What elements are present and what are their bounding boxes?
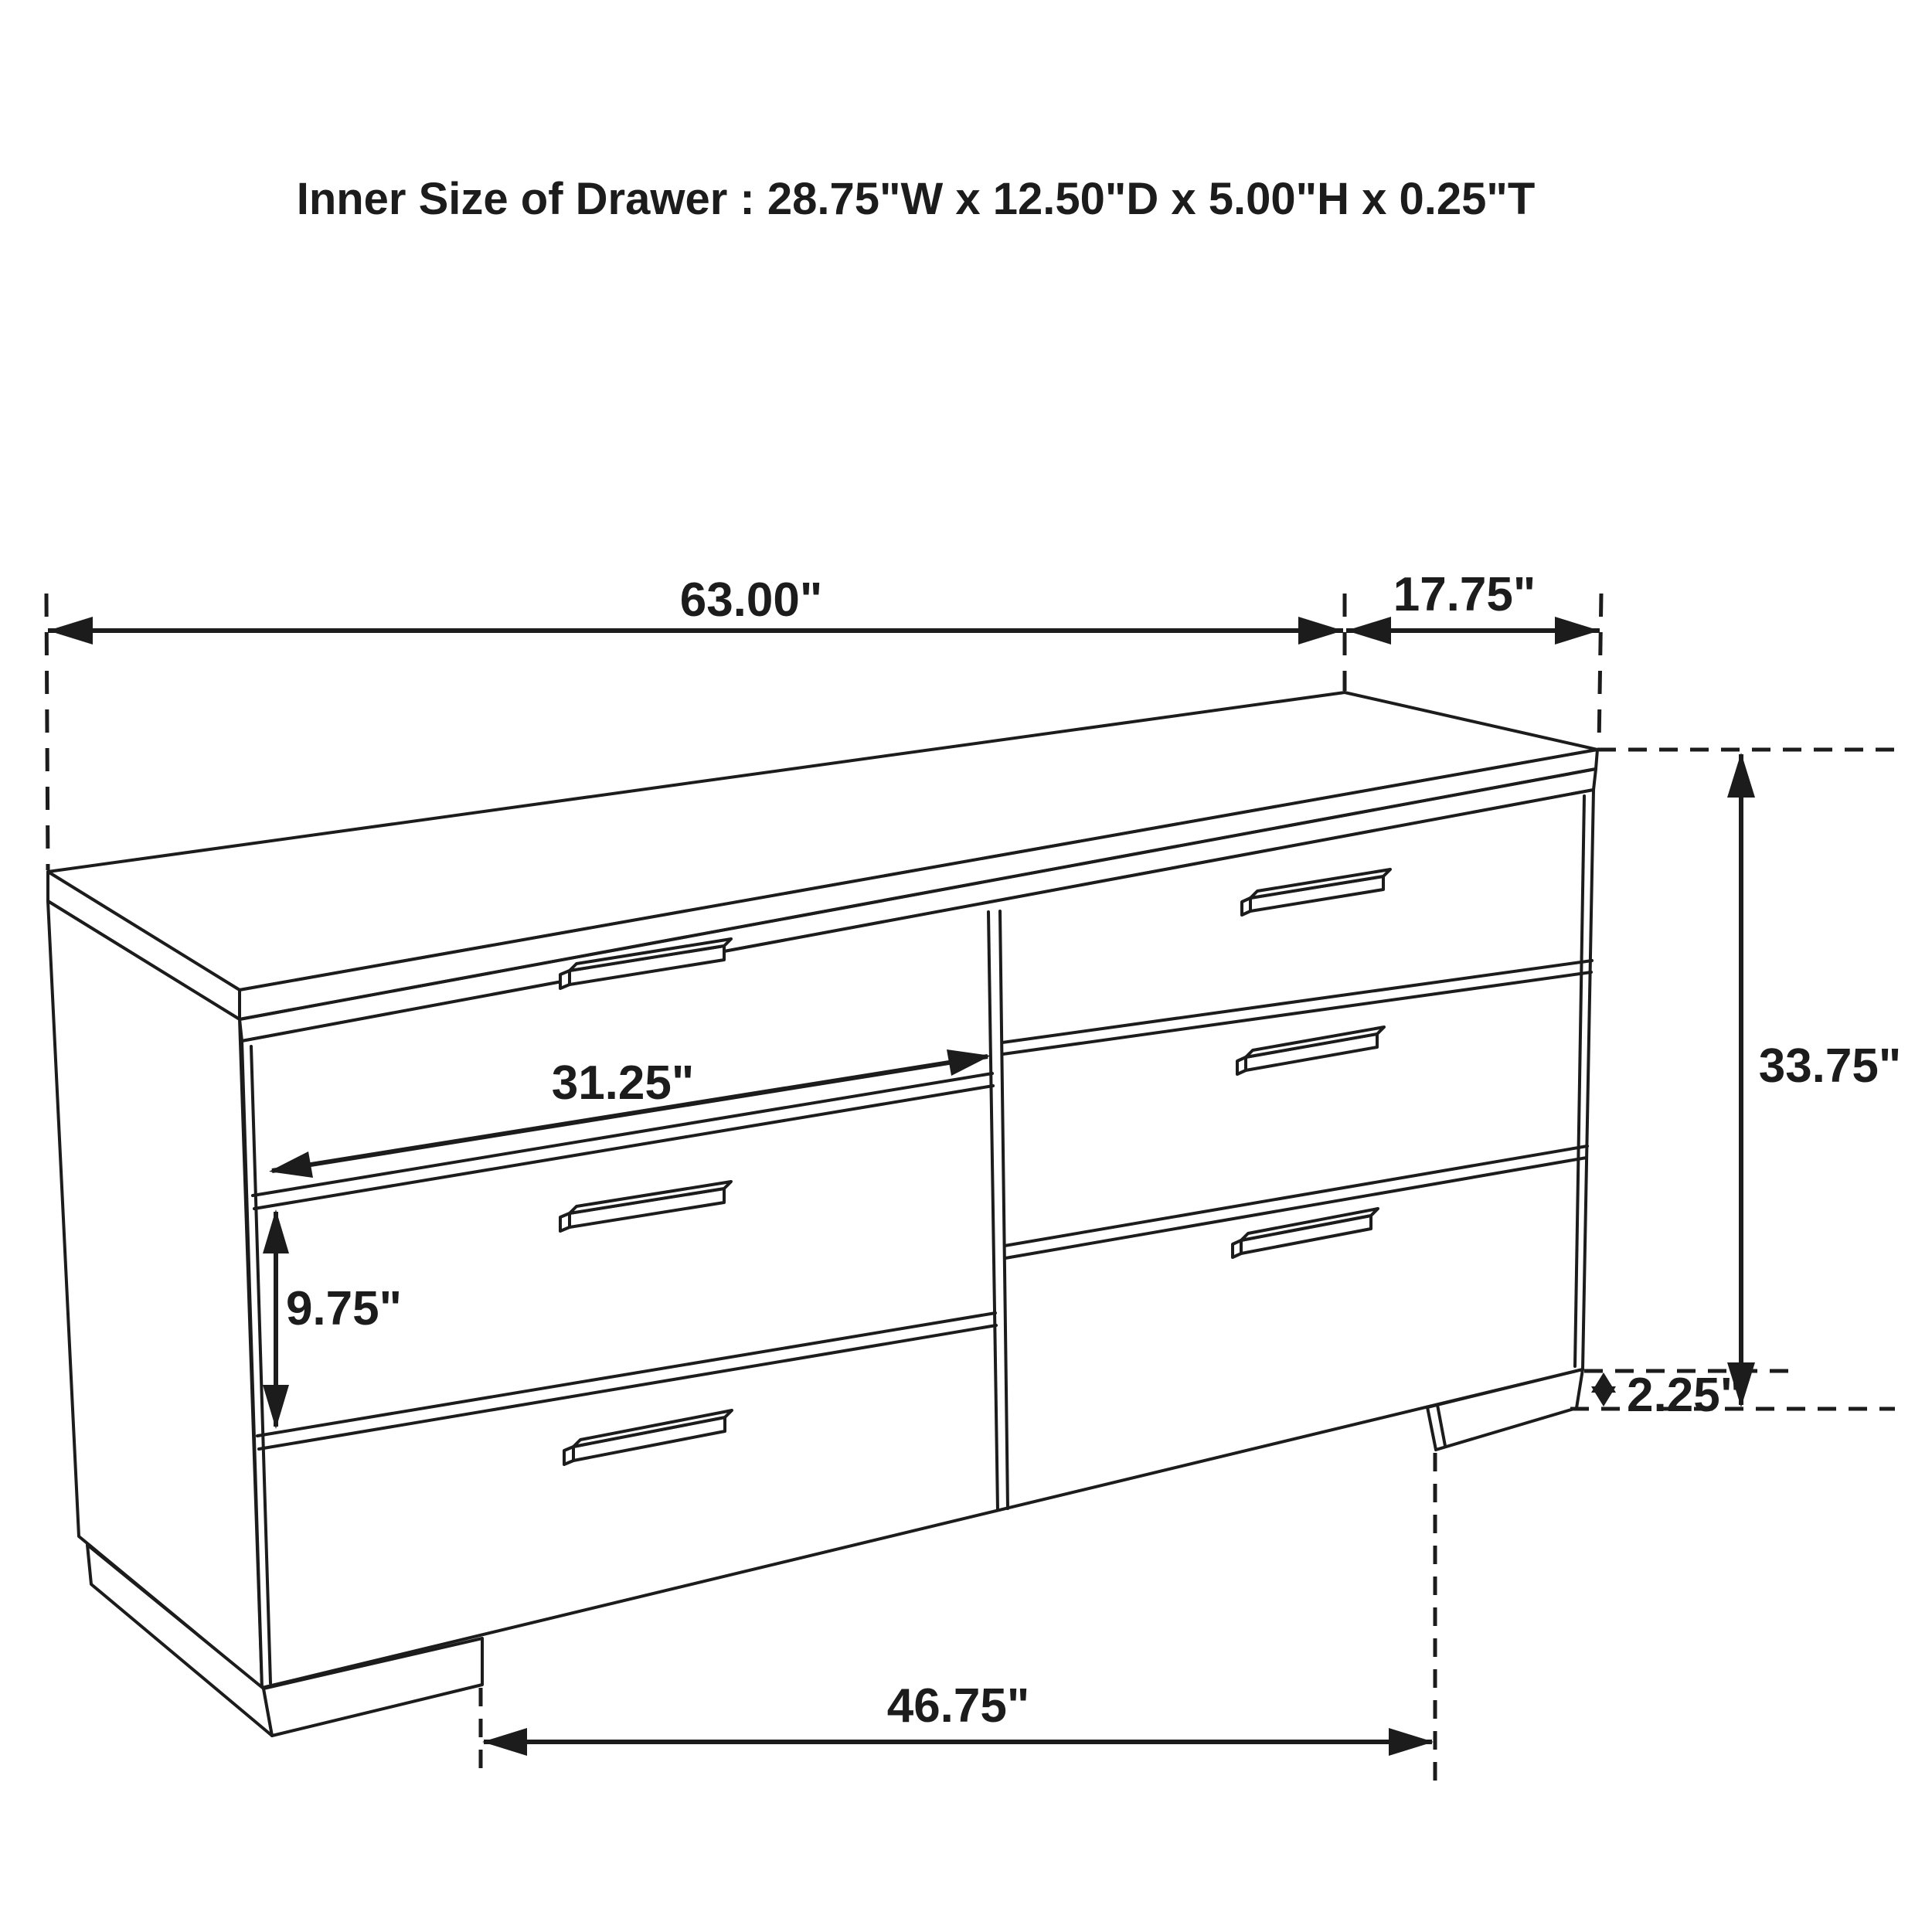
- dim-label-leg-height: 2.25": [1627, 1369, 1743, 1422]
- dim-label-base-clearance: 46.75": [886, 1679, 1030, 1733]
- extension-line-left: [46, 594, 48, 870]
- dim-label-overall-height: 33.75": [1758, 1039, 1902, 1093]
- dim-label-depth: 17.75": [1393, 568, 1536, 621]
- dim-label-drawer-height: 9.75": [285, 1282, 403, 1335]
- dim-label-overall-width: 63.00": [679, 573, 823, 627]
- dim-label-drawer-width: 31.25": [551, 1056, 695, 1110]
- page-title: Inner Size of Drawer : 28.75"W x 12.50"D x 5.00"H x 0.25"T: [296, 174, 1536, 224]
